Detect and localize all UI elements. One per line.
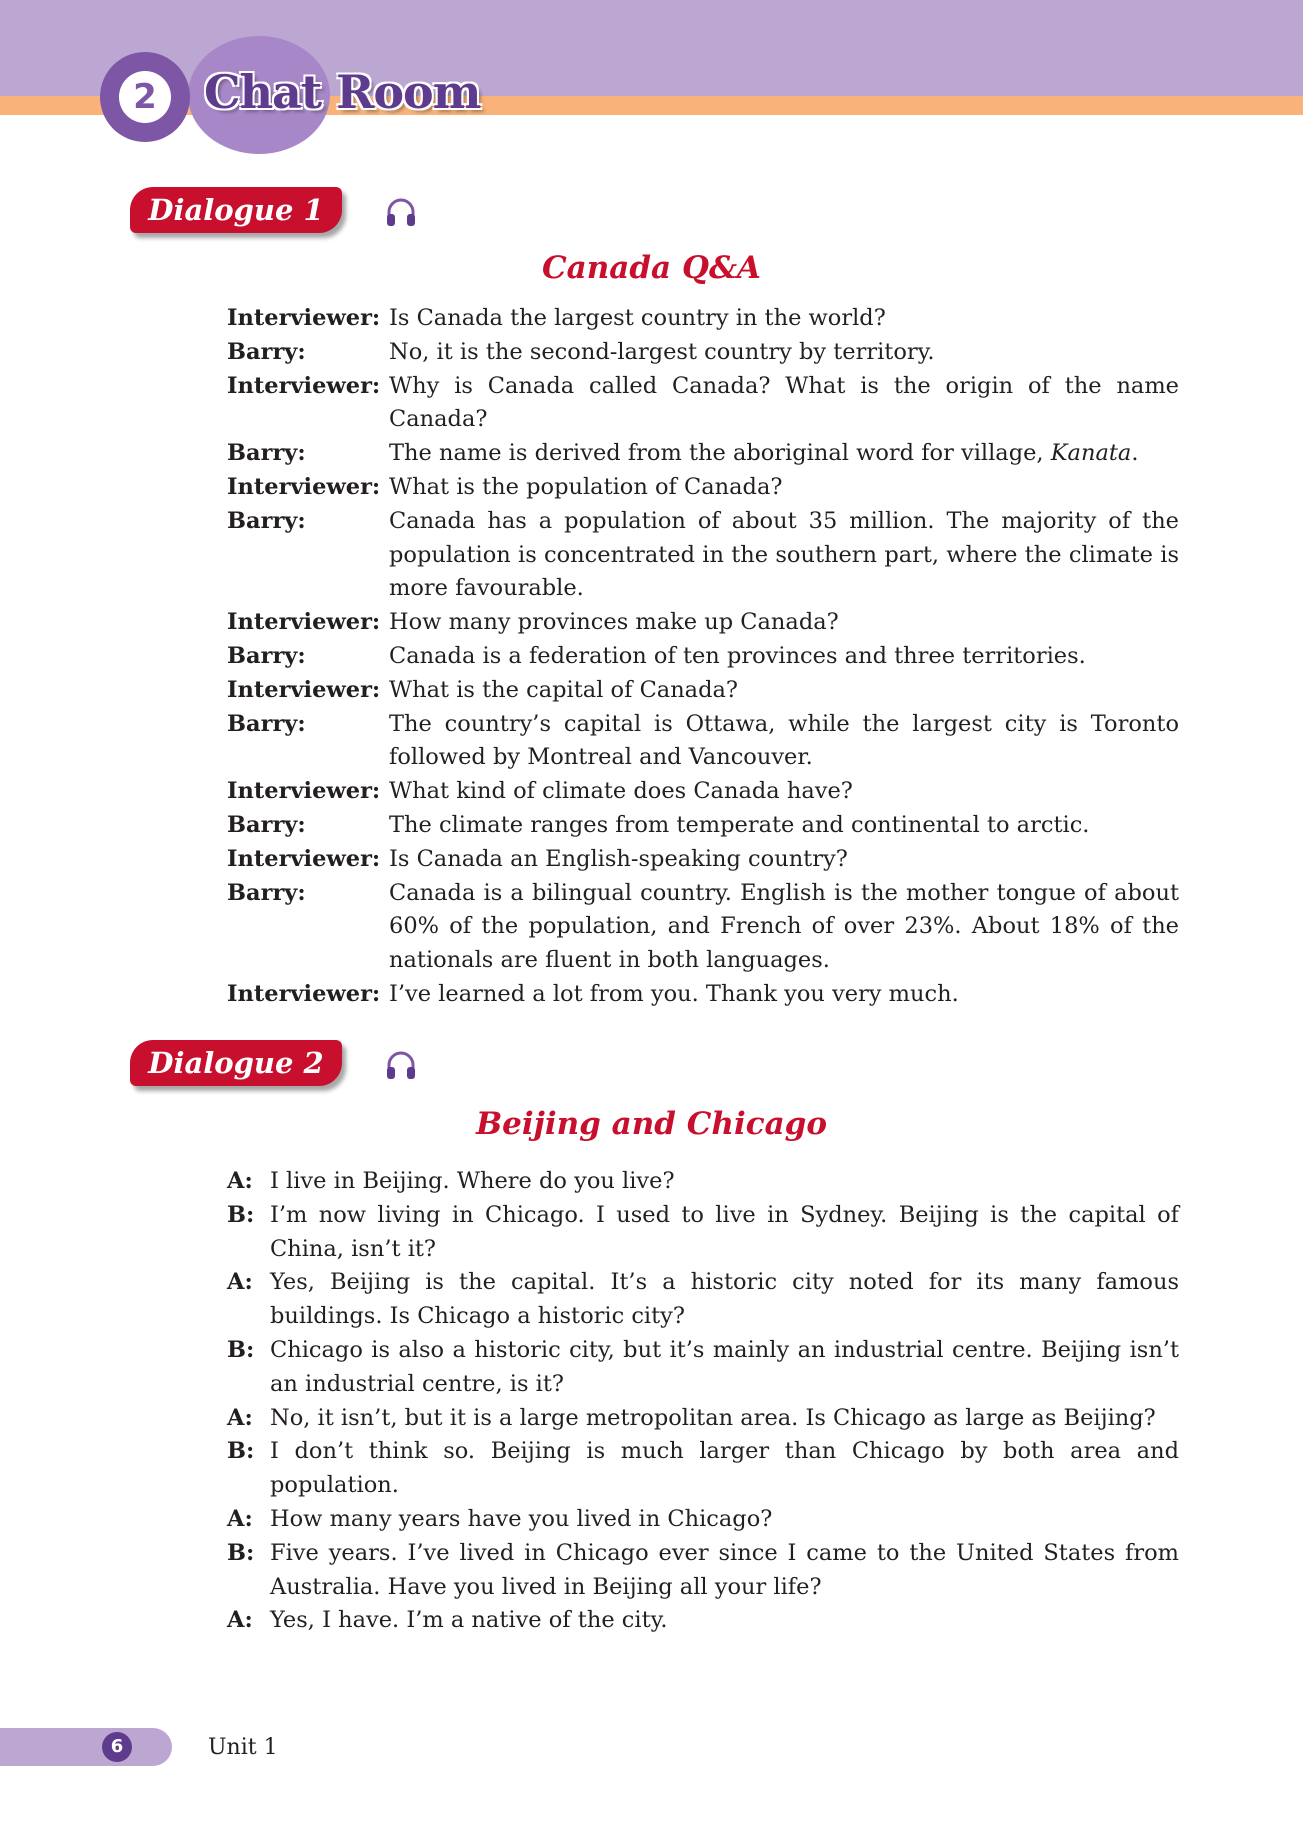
line-text: No, it isn’t, but it is a large metropolitan area. Is Chicago as large as Beijing? [270, 1404, 1156, 1431]
dialogue-line [227, 708, 1179, 776]
line-text-part: The name is derived from the aboriginal word for village, [389, 440, 1051, 467]
dialogue-line [227, 437, 1179, 471]
line-text: Yes, Beijing is the capital. It’s a historic city noted for its many famous buildings. Is Chicago a historic city? [270, 1269, 1179, 1330]
line-text: How many provinces make up Canada? [389, 609, 839, 636]
line-text: The country’s capital is Ottawa, while the largest city is Toronto followed by Montreal and Vancouver. [389, 710, 1179, 771]
dialogue-line [227, 370, 1179, 438]
speaker-label: Barry: [227, 507, 306, 534]
page-number: 6 [102, 1732, 132, 1762]
speaker-label: Interviewer: [227, 305, 381, 331]
speaker-label: Barry: [227, 642, 306, 669]
speaker-label: A: [227, 1269, 253, 1296]
unit-label: Unit 1 [208, 1735, 278, 1760]
speaker-label: Barry: [227, 811, 306, 838]
dialogue-1-title: Canada Q&A [542, 250, 761, 286]
speaker-label: Interviewer: [227, 676, 381, 703]
line-text: Is Canada the largest country in the world? [389, 305, 886, 331]
line-text: Canada has a population of about 35 million. The majority of the population is concentrated in the southern part, where the climate is more favourable. [389, 507, 1179, 602]
footer-bar [0, 1728, 172, 1766]
dialogue-line [227, 302, 1179, 336]
dialogue-line [227, 674, 1179, 708]
dialogue-line [227, 1537, 1179, 1605]
line-text: What kind of climate does Canada have? [389, 778, 853, 805]
line-text: I’ve learned a lot from you. Thank you very much. [389, 980, 959, 1007]
speaker-label: A: [227, 1607, 253, 1634]
line-text: Canada is a federation of ten provinces and three territories. [389, 642, 1086, 669]
dialogue-2-title: Beijing and Chicago [475, 1106, 828, 1142]
line-text: Yes, I have. I’m a native of the city. [270, 1607, 668, 1634]
dialogue-line [227, 1165, 1179, 1199]
headphones-icon[interactable] [384, 1048, 418, 1082]
line-text: Chicago is also a historic city, but it’s mainly an industrial centre. Beijing isn’t an industrial centre, is it? [270, 1336, 1179, 1397]
speaker-label: Interviewer: [227, 845, 381, 872]
line-text: I live in Beijing. Where do you live? [270, 1168, 675, 1194]
dialogue-line [227, 843, 1179, 877]
line-text: What is the capital of Canada? [389, 676, 738, 703]
dialogue-line [227, 1402, 1179, 1436]
line-text: What is the population of Canada? [389, 473, 783, 500]
dialogue-line [227, 1266, 1179, 1334]
line-text: Why is Canada called Canada? What is the origin of the name Canada? [389, 372, 1179, 433]
dialogue-line [227, 1199, 1179, 1267]
line-text: I don’t think so. Beijing is much larger than Chicago by both area and population. [270, 1438, 1179, 1499]
section-number: 2 [119, 71, 171, 123]
line-text-italic: Kanata [1050, 440, 1132, 467]
speaker-label: Interviewer: [227, 980, 381, 1007]
speaker-label: Barry: [227, 879, 306, 906]
speaker-label: B: [227, 1201, 255, 1228]
line-text-part: . [1131, 440, 1139, 467]
speaker-label: B: [227, 1336, 255, 1363]
dialogue-1-tag: Dialogue 1 [130, 187, 342, 233]
dialogue-line [227, 809, 1179, 843]
line-text: No, it is the second-largest country by territory. [389, 338, 935, 365]
speaker-label: B: [227, 1438, 255, 1465]
dialogue-line [227, 471, 1179, 505]
dialogue-line [227, 1334, 1179, 1402]
speaker-label: Barry: [227, 440, 306, 467]
dialogue-line [227, 640, 1179, 674]
speaker-label: A: [227, 1168, 253, 1194]
speaker-label: Interviewer: [227, 372, 381, 399]
speaker-label: Interviewer: [227, 473, 381, 500]
speaker-label: B: [227, 1539, 255, 1566]
dialogue-line [227, 877, 1179, 978]
speaker-label: A: [227, 1505, 253, 1532]
line-text [389, 437, 1179, 471]
dialogue-line [227, 505, 1179, 606]
dialogue-line [227, 978, 1179, 1012]
speaker-label: Barry: [227, 710, 306, 737]
dialogue-line [227, 336, 1179, 370]
dialogue-line [227, 606, 1179, 640]
dialogue-line [227, 1604, 1179, 1638]
dialogue-line [227, 775, 1179, 809]
line-text: Five years. I’ve lived in Chicago ever since I came to the United States from Australia. Have you lived in Beijing all your life? [270, 1539, 1179, 1600]
dialogue-line [227, 1503, 1179, 1537]
dialogue-1-body [227, 302, 1179, 1012]
speaker-label: Barry: [227, 338, 306, 365]
speaker-label: Interviewer: [227, 609, 381, 636]
dialogue-2-tag: Dialogue 2 [130, 1040, 342, 1086]
line-text: Canada is a bilingual country. English is the mother tongue of about 60% of the population, and French of over 23%. About 18% of the nationals are fluent in both languages. [389, 879, 1179, 974]
line-text: Is Canada an English-speaking country? [389, 845, 848, 872]
speaker-label: Interviewer: [227, 778, 381, 805]
page-title: Chat Room [204, 65, 481, 119]
dialogue-2-body [227, 1165, 1179, 1638]
line-text: How many years have you lived in Chicago? [270, 1505, 773, 1532]
headphones-icon[interactable] [384, 195, 418, 229]
line-text: I’m now living in Chicago. I used to live in Sydney. Beijing is the capital of China, isn’t it? [270, 1201, 1179, 1262]
dialogue-line [227, 1435, 1179, 1503]
speaker-label: A: [227, 1404, 253, 1431]
line-text: The climate ranges from temperate and continental to arctic. [389, 811, 1090, 838]
